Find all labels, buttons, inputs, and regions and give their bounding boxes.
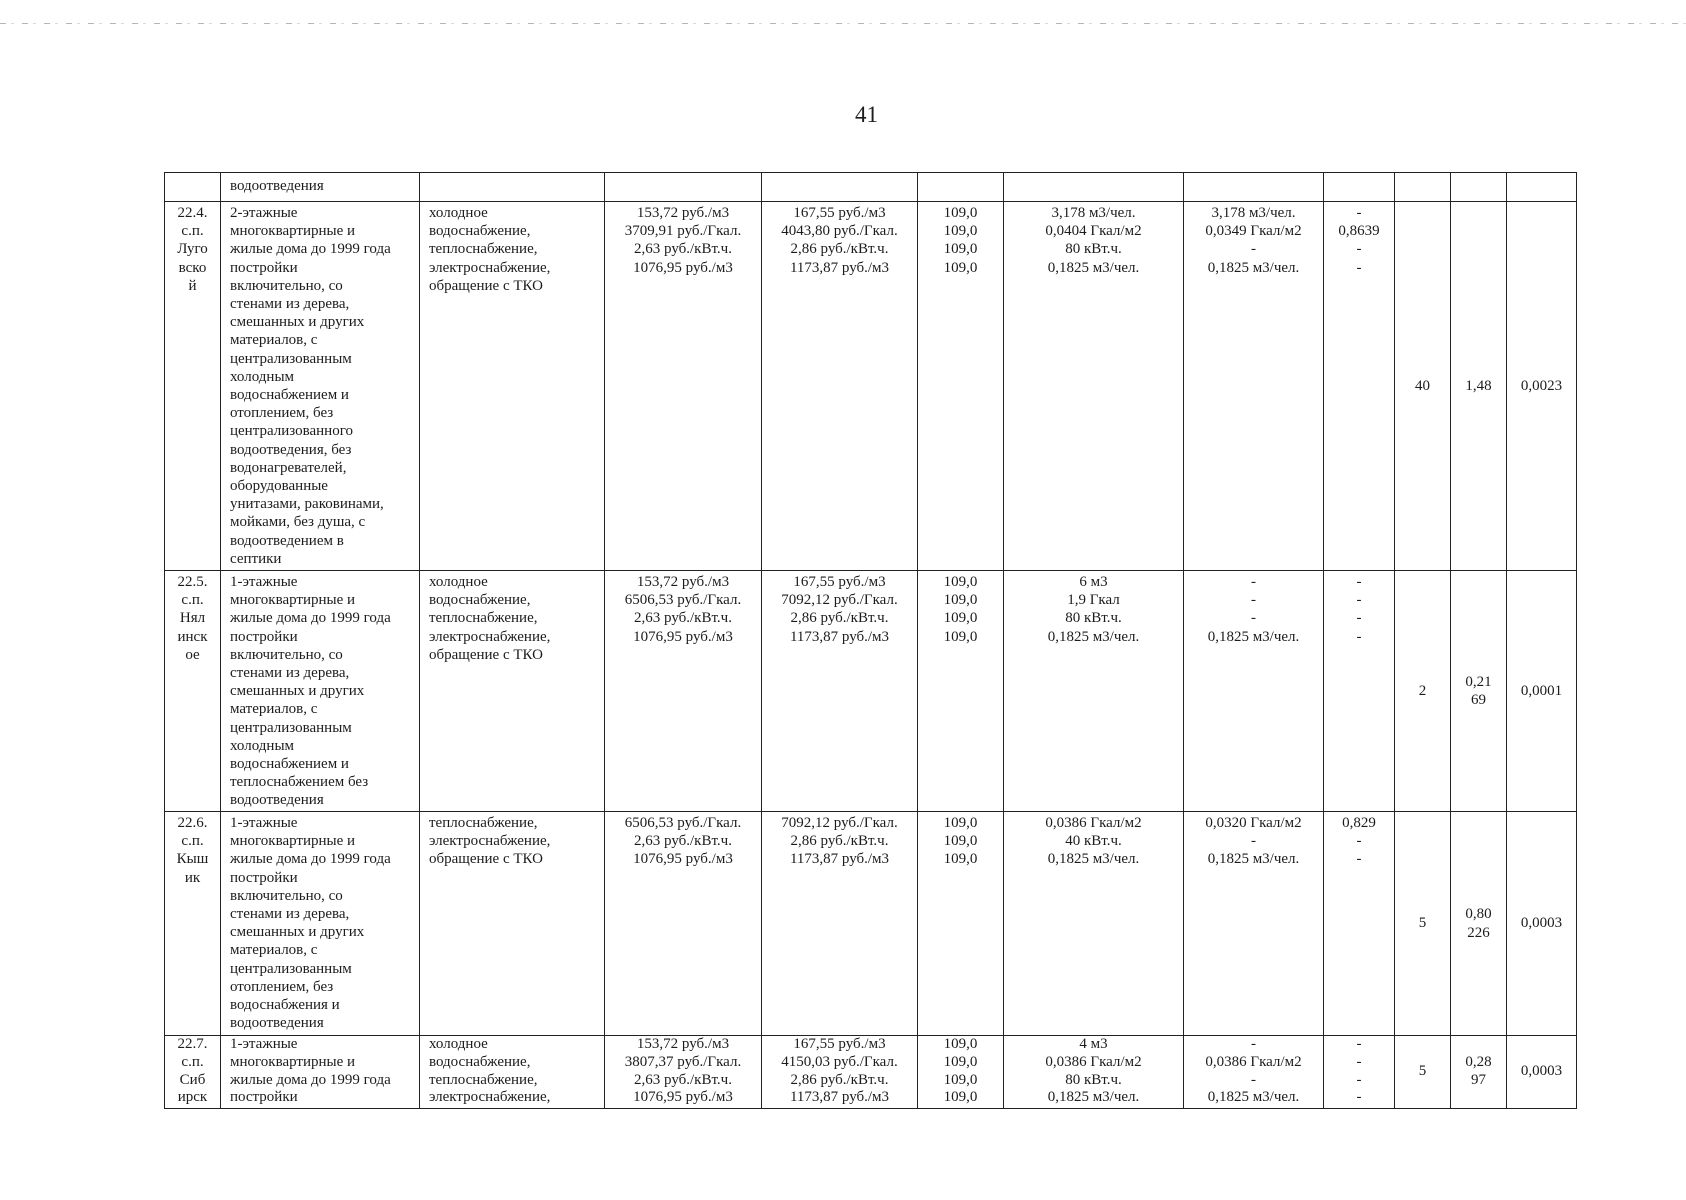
tariff-cell-b: 167,55 руб./м3 7092,12 руб./Гкал. 2,86 руб./кВт.ч. 1173,87 руб./м3 [762,571,918,812]
code-cell: 22.6. с.п. Кыш ик [165,812,221,1036]
tariff-cell-a: 153,72 руб./м3 6506,53 руб./Гкал. 2,63 руб./кВт.ч. 1076,95 руб./м3 [605,571,762,812]
code-cell [165,173,221,202]
description-cell: 1-этажные многоквартирные и жилые дома до 1999 года постройки [221,1036,420,1109]
percent-cell: 109,0 109,0 109,0 109,0 [918,1036,1004,1109]
norm-cell-b [1184,173,1324,202]
share-cell [1507,812,1577,1036]
amount-value: 0,80 226 [1465,906,1492,941]
description-cell: 1-этажные многоквартирные и жилые дома до 1999 года постройки включительно, со стенами из дерева, смешанных и других материалов, с централизованным отоплением, без водоснабжения и водоотведения [221,812,420,1036]
norm-cell-a: 3,178 м3/чел. 0,0404 Гкал/м2 80 кВт.ч. 0,1825 м3/чел. [1004,202,1184,571]
code-cell: 22.4. с.п. Луго вско й [165,202,221,571]
share-value: 0,0001 [1520,682,1563,699]
description-cell: 1-этажные многоквартирные и жилые дома до 1999 года постройки включительно, со стенами из дерева, смешанных и других материалов, с централизованным холодным водоснабжением и теплоснабжением без водоотведения [221,571,420,812]
share-value: 0,0023 [1520,377,1563,394]
norm-cell-a: 0,0386 Гкал/м2 40 кВт.ч. 0,1825 м3/чел. [1004,812,1184,1036]
tariff-cell-b: 7092,12 руб./Гкал. 2,86 руб./кВт.ч. 1173,87 руб./м3 [762,812,918,1036]
count-value: 5 [1418,915,1427,932]
scan-artifact-line [0,23,1686,24]
tariff-cell-b: 167,55 руб./м3 4043,80 руб./Гкал. 2,86 руб./кВт.ч. 1173,87 руб./м3 [762,202,918,571]
services-cell: холодное водоснабжение, теплоснабжение, электроснабжение, обращение с ТКО [420,202,605,571]
share-cell [1507,173,1577,202]
count-value: 40 [1415,377,1430,394]
tariff-cell-b: 167,55 руб./м3 4150,03 руб./Гкал. 2,86 руб./кВт.ч. 1173,87 руб./м3 [762,1036,918,1109]
amount-value: 0,28 97 [1465,1054,1492,1088]
amount-cell [1451,812,1507,1036]
page-number: 41 [855,102,878,127]
tariff-cell-b [762,173,918,202]
amount-cell [1451,202,1507,571]
services-cell: холодное водоснабжение, теплоснабжение, электроснабжение, [420,1036,605,1109]
norm-cell-b: 3,178 м3/чел. 0,0349 Гкал/м2 - 0,1825 м3/чел. [1184,202,1324,571]
norm-cell-a: 4 м3 0,0386 Гкал/м2 80 кВт.ч. 0,1825 м3/чел. [1004,1036,1184,1109]
coefficient-cell: - 0,8639 - - [1324,202,1395,571]
amount-cell [1451,571,1507,812]
percent-cell: 109,0 109,0 109,0 109,0 [918,571,1004,812]
share-cell [1507,571,1577,812]
coefficient-cell: 0,829 - - [1324,812,1395,1036]
count-cell [1395,202,1451,571]
share-cell [1507,1036,1577,1109]
description-cell: водоотведения [221,173,420,202]
tariff-cell-a: 6506,53 руб./Гкал. 2,63 руб./кВт.ч. 1076,95 руб./м3 [605,812,762,1036]
share-value: 0,0003 [1520,915,1563,932]
percent-cell: 109,0 109,0 109,0 109,0 [918,202,1004,571]
norm-cell-b: - - - 0,1825 м3/чел. [1184,571,1324,812]
code-cell: 22.5. с.п. Нял инск ое [165,571,221,812]
services-cell [420,173,605,202]
count-cell [1395,1036,1451,1109]
services-cell: холодное водоснабжение, теплоснабжение, электроснабжение, обращение с ТКО [420,571,605,812]
coefficient-cell: - - - - [1324,1036,1395,1109]
tariff-table [164,172,1577,1109]
count-cell [1395,571,1451,812]
count-value: 5 [1418,1063,1427,1080]
amount-cell [1451,173,1507,202]
count-value: 2 [1418,682,1427,699]
description-cell: 2-этажные многоквартирные и жилые дома до 1999 года постройки включительно, со стенами из дерева, смешанных и других материалов, с централизованным холодным водоснабжением и отоплением, без централизованного водоотведения, без водонагревателей, оборудованные унитазами, раковинами, мойками, без душа, с водоотведением в септики [221,202,420,571]
norm-cell-a: 6 м3 1,9 Гкал 80 кВт.ч. 0,1825 м3/чел. [1004,571,1184,812]
norm-cell-b: - 0,0386 Гкал/м2 - 0,1825 м3/чел. [1184,1036,1324,1109]
norm-cell-b: 0,0320 Гкал/м2 - 0,1825 м3/чел. [1184,812,1324,1036]
share-value: 0,0003 [1520,1063,1563,1080]
code-cell: 22.7. с.п. Сиб ирск [165,1036,221,1109]
count-cell [1395,812,1451,1036]
coefficient-cell [1324,173,1395,202]
tariff-cell-a: 153,72 руб./м3 3709,91 руб./Гкал. 2,63 руб./кВт.ч. 1076,95 руб./м3 [605,202,762,571]
count-cell [1395,173,1451,202]
percent-cell: 109,0 109,0 109,0 [918,812,1004,1036]
tariff-cell-a: 153,72 руб./м3 3807,37 руб./Гкал. 2,63 руб./кВт.ч. 1076,95 руб./м3 [605,1036,762,1109]
coefficient-cell: - - - - [1324,571,1395,812]
amount-value: 1,48 [1465,377,1492,394]
services-cell: теплоснабжение, электроснабжение, обращение с ТКО [420,812,605,1036]
amount-cell [1451,1036,1507,1109]
norm-cell-a [1004,173,1184,202]
share-cell [1507,202,1577,571]
percent-cell [918,173,1004,202]
amount-value: 0,21 69 [1465,673,1492,708]
tariff-cell-a [605,173,762,202]
